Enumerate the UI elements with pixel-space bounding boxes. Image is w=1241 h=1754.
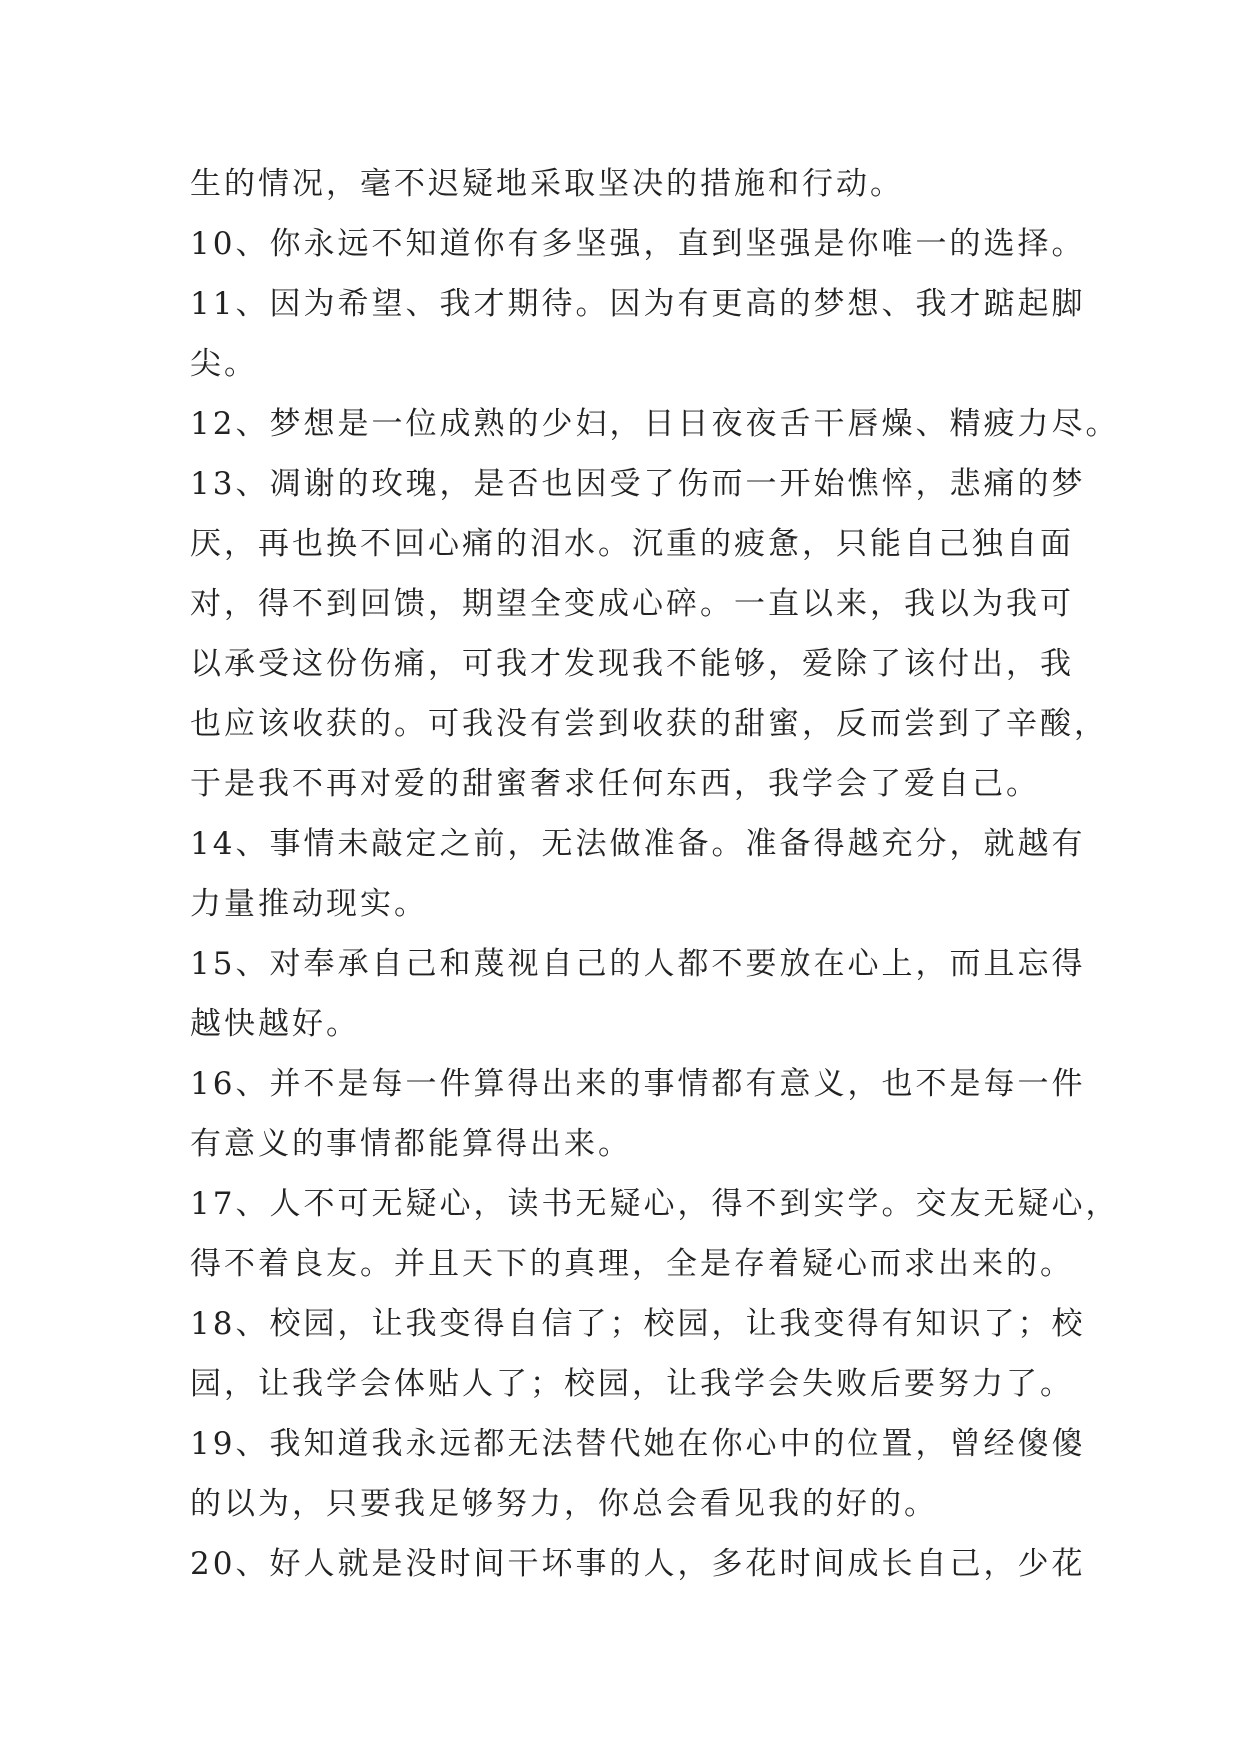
text-line: 12、梦想是一位成熟的少妇，日日夜夜舌干唇燥、精疲力尽。 bbox=[190, 406, 1120, 442]
text-line: 20、好人就是没时间干坏事的人，多花时间成长自己，少花 bbox=[190, 1546, 1086, 1582]
text-line: 14、事情未敲定之前，无法做准备。准备得越充分，就越有 bbox=[190, 826, 1086, 862]
text-line: 10、你永远不知道你有多坚强，直到坚强是你唯一的选择。 bbox=[190, 226, 1086, 262]
text-line: 有意义的事情都能算得出来。 bbox=[190, 1126, 632, 1162]
text-line: 越快越好。 bbox=[190, 1006, 360, 1042]
text-line: 力量推动现实。 bbox=[190, 886, 428, 922]
text-line: 18、校园，让我变得自信了；校园，让我变得有知识了；校 bbox=[190, 1306, 1086, 1342]
text-line: 的以为，只要我足够努力，你总会看见我的好的。 bbox=[190, 1486, 938, 1522]
text-line: 于是我不再对爱的甜蜜奢求任何东西，我学会了爱自己。 bbox=[190, 766, 1040, 802]
text-line: 15、对奉承自己和蔑视自己的人都不要放在心上，而且忘得 bbox=[190, 946, 1086, 982]
text-line: 17、人不可无疑心，读书无疑心，得不到实学。交友无疑心， bbox=[190, 1186, 1120, 1222]
text-line: 厌，再也换不回心痛的泪水。沉重的疲惫，只能自己独自面 bbox=[190, 526, 1074, 562]
text-line: 16、并不是每一件算得出来的事情都有意义，也不是每一件 bbox=[190, 1066, 1086, 1102]
text-line: 11、因为希望、我才期待。因为有更高的梦想、我才踮起脚 bbox=[190, 286, 1086, 322]
text-line: 园，让我学会体贴人了；校园，让我学会失败后要努力了。 bbox=[190, 1366, 1074, 1402]
text-line: 也应该收获的。可我没有尝到收获的甜蜜，反而尝到了辛酸， bbox=[190, 706, 1108, 742]
text-line: 生的情况，毫不迟疑地采取坚决的措施和行动。 bbox=[190, 166, 904, 202]
text-line: 以承受这份伤痛，可我才发现我不能够，爱除了该付出，我 bbox=[190, 646, 1074, 682]
text-line: 13、凋谢的玫瑰，是否也因受了伤而一开始憔悴，悲痛的梦 bbox=[190, 466, 1086, 502]
text-line: 得不着良友。并且天下的真理，全是存着疑心而求出来的。 bbox=[190, 1246, 1074, 1282]
text-line: 19、我知道我永远都无法替代她在你心中的位置，曾经傻傻 bbox=[190, 1426, 1086, 1462]
text-line: 尖。 bbox=[190, 346, 258, 382]
text-line: 对，得不到回馈，期望全变成心碎。一直以来，我以为我可 bbox=[190, 586, 1074, 622]
